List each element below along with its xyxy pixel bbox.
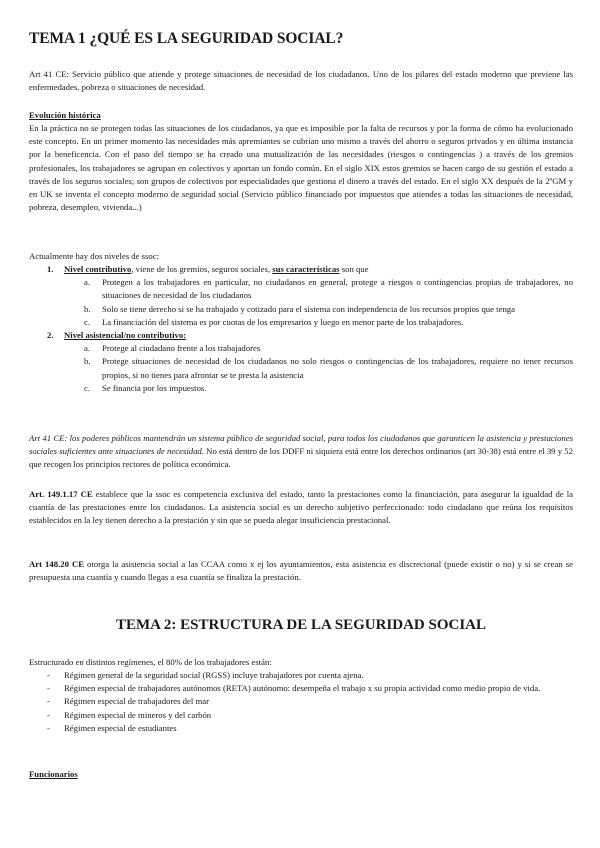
funcionarios-heading-text: Funcionarios: [29, 769, 78, 779]
funcionarios-heading: [29, 768, 573, 781]
nivel1-item: [29, 263, 573, 276]
nivel1-text-b: son que: [339, 264, 369, 274]
art41-rest: . No está dentro de los DDFF ni siquiera está entre los derechos ordinarios (art 30-38) está entre el 39 y 52 que recogen los principios rectores de política económica.: [29, 446, 573, 470]
art149-text: establece que la ssoc es competencia exclusiva del estado, tanto la prestaciones como la financiación, para asegurar la igualdad de la cuantía de las prestaciones entre los ciudadanos. La asistencia social es un derecho subjetivo perfeccionado: todo ciudadano que reúna los requisitos establecidos en la ley tienen derecho a la prestación y sin que se pueda alegar insuficiencia prestacional.: [29, 489, 573, 526]
list-dash: -: [47, 709, 50, 720]
regimen-item: [29, 695, 573, 708]
evolucion-heading-text: Evolución histórica: [29, 110, 101, 120]
subitem-text: Protege al ciudadano frente a los trabajadores: [102, 343, 261, 354]
nivel2-subitem: [29, 355, 573, 381]
niveles-intro: Actualmente hay dos niveles de ssoc:: [29, 251, 160, 261]
list-dash: -: [47, 670, 50, 680]
tema1-title: TEMA 1 ¿QUÉ ES LA SEGURIDAD SOCIAL?: [29, 30, 344, 47]
art41-paragraph: [29, 432, 573, 472]
subitem-letter: c.: [84, 316, 91, 327]
art148-ref: Art 148.20 CE: [29, 559, 85, 569]
regimen-text: Régimen especial de mineros y del carbón: [64, 709, 212, 720]
list-dash: -: [47, 722, 50, 733]
evolucion-text: En la práctica no se protegen todas las situaciones de los ciudadanos, ya que es imposible por la falta de recursos y por la forma de cómo ha evolucionado este concepto. En un primer momento las necesidades más apremiantes se cubrían uno mismo a través del ahorro o seguros privados y en última instancia por la beneficencia. Con el paso del tiempo se ha creado una mutualización de las necesidades (riesgos o contingencias ) a través de los gremios profesionales, los trabajadores se agrupan en colectivos y aportan un fondo común. En el siglo XIX estos gremios se hacen cargo de su gestión el estado a través de los seguros sociales; son grupos de colectivos por especialidades que gestiona el dinero a través del estado. En el siglo XX después de la 2ºGM y en UK se inventa el concepto moderno de seguridad social (Servicio público financiado por impuestos que atiendes a todas las situaciones de necesidad, pobreza, desempleo, vivienda...): [29, 123, 573, 213]
list-dash: -: [47, 683, 50, 694]
list-dash: -: [47, 696, 50, 707]
nivel2-item: [29, 329, 573, 342]
subitem-text: Se financia por los impuestos.: [102, 382, 207, 393]
nivel1-number: 1.: [47, 264, 54, 274]
tema2-intro: Estructurado en distintos regímenes, el 80% de los trabajadores están:: [29, 657, 272, 667]
subitem-letter: b.: [84, 303, 91, 314]
nivel1-caracteristicas: sus características: [272, 264, 340, 274]
art41-italic: Art 41 CE: los poderes públicos mantendrán un sistema público de seguridad social, para todos los ciudadanos que garanticen la asistencia y prestaciones sociales suficientes ante situaciones de necesidad: [29, 433, 573, 457]
subitem-text: La financiación del sistema es por cuotas de los empresarios y luego en menor parte de los trabajadores.: [102, 316, 464, 327]
regimen-text: Régimen general de la seguridad social (RGSS) incluye trabajadores por cuenta ajena.: [64, 670, 364, 680]
art149-paragraph: [29, 488, 573, 528]
subitem-letter: a.: [84, 343, 91, 354]
nivel2-label: Nivel asistencial/no contributivo:: [64, 330, 187, 341]
subitem-letter: c.: [84, 382, 91, 393]
nivel1-subitem: [29, 303, 573, 316]
subitem-text: Solo se tiene derecho si se ha trabajado y cotizado para el sistema con independencia de los recursos propios que tenga: [102, 303, 515, 314]
nivel1-text-a: , viene de los gremios, seguros sociales,: [131, 264, 273, 274]
evolucion-heading: [29, 109, 573, 122]
regimen-text: Régimen especial de trabajadores autónomos (RETA) autónomo: desempeña el trabajo x su propia actividad como medio propio de vida.: [64, 683, 541, 694]
regimen-item: [29, 682, 573, 695]
subitem-text: Protegen a los trabajadores en particular, no ciudadanos en general, protege a riesgos o contingencias propias de trabajadores, no situaciones de necesidad de los ciudadanos: [102, 277, 573, 301]
nivel2-number: 2.: [47, 330, 54, 341]
tema2-title: TEMA 2: ESTRUCTURA DE LA SEGURIDAD SOCIAL: [115, 617, 487, 633]
subitem-text: Protege situaciones de necesidad de los ciudadanos no solo riesgos o contingencias de los trabajadores, requiere no tener recursos propios, si no tienes para afrontar se te presta la asistencia: [102, 356, 573, 380]
regimen-text: Régimen especial de trabajadores del mar: [64, 696, 209, 707]
regimen-text: Régimen especial de estudiantes: [64, 722, 177, 733]
regimenes-list: [29, 669, 573, 735]
niveles-list: [29, 263, 573, 395]
nivel2-subitem: [29, 382, 573, 395]
regimen-item: [29, 722, 573, 735]
art149-ref: Art. 149.1.17 CE: [29, 489, 93, 499]
nivel1-subitem: [29, 316, 573, 329]
regimen-item: [29, 709, 573, 722]
nivel1-subitem: [29, 276, 573, 302]
subitem-letter: b.: [84, 356, 91, 367]
nivel2-subitem: [29, 342, 573, 355]
tema1-intro: Art 41 CE: Servicio público que atiende y protege situaciones de necesidad de los ciudadanos. Uno de los pilares del estado moderno que previene las enfermedades, pobreza o situaciones de necesidad.: [29, 69, 573, 93]
regimen-item: [29, 669, 573, 682]
art148-paragraph: [29, 558, 573, 584]
nivel1-label: Nivel contributivo: [64, 264, 132, 274]
subitem-letter: a.: [84, 277, 91, 288]
art148-text: otorga la asistencia social a las CCAA como x ej los ayuntamientos, esta asistencia es discrecional (puede existir o no) y si se crean se presupuesta una cuantía y cuando llegas a esa cuantía se finaliza la prestación.: [29, 559, 573, 583]
